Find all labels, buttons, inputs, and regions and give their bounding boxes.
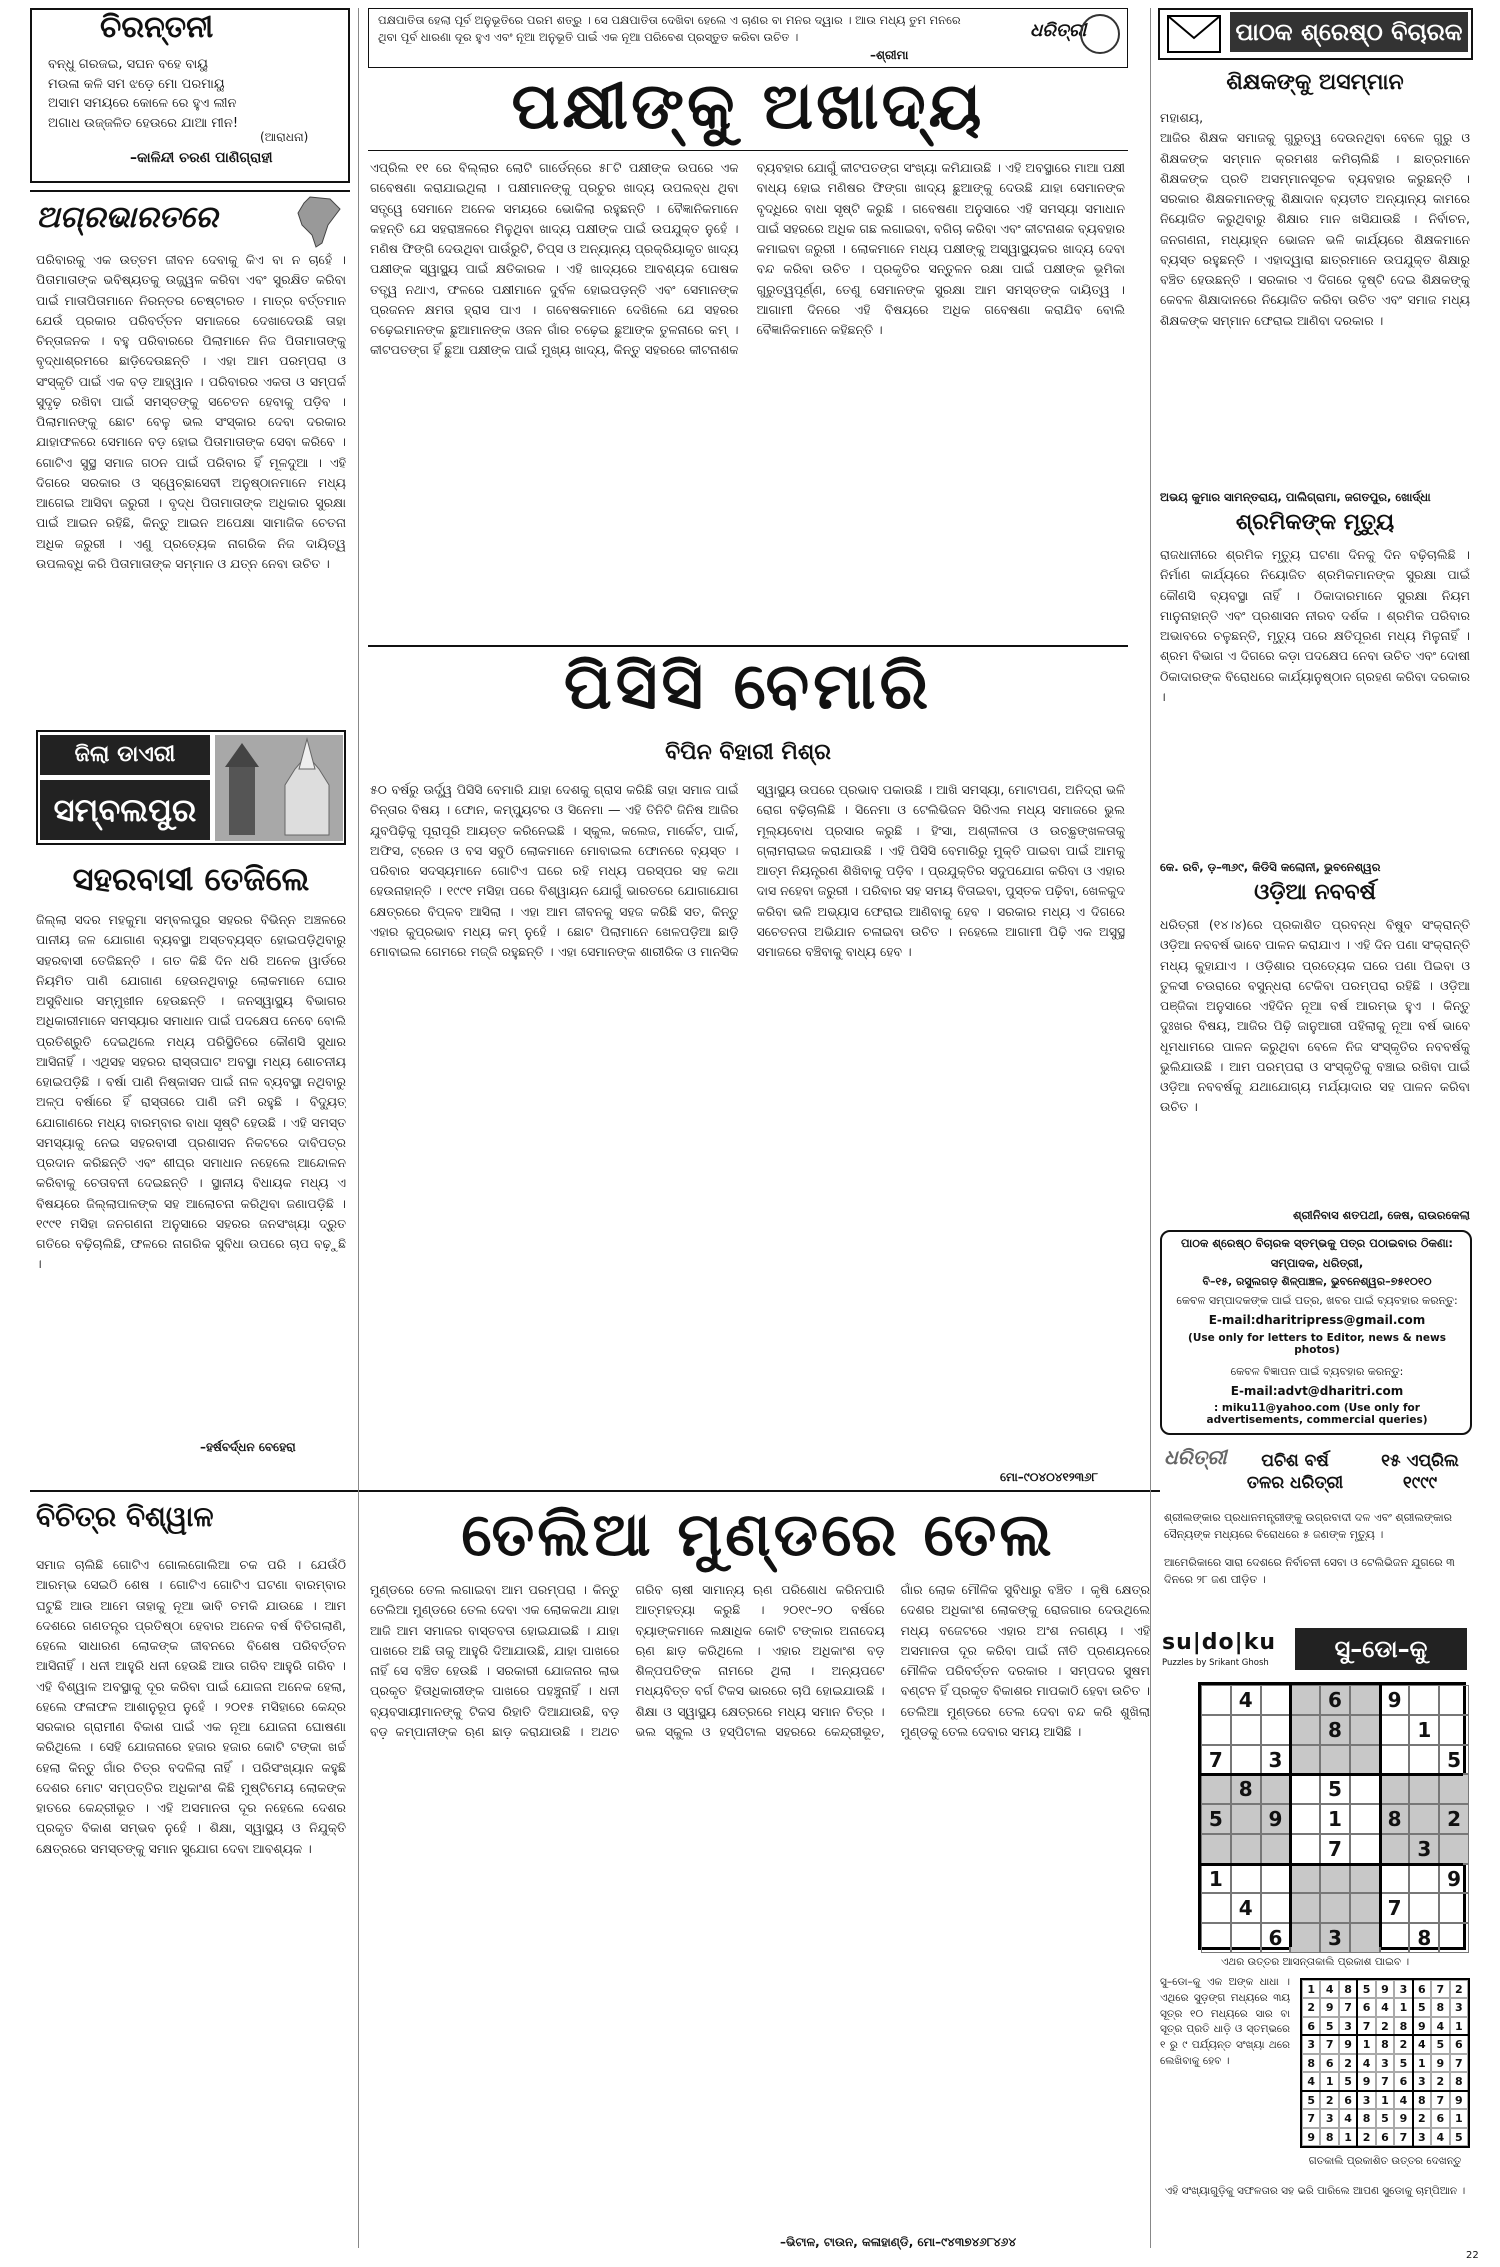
sudoku-answer-cell: 7 xyxy=(1320,2035,1338,2053)
chirantani-author: –କାଳିନ୍ଦୀ ଚରଣ ପାଣିଗ୍ରାହୀ xyxy=(130,150,273,166)
oil-headline: ତେଲିଆ ମୁଣ୍ଡରେ ତେଲ xyxy=(461,1500,1055,1570)
sudoku-cell xyxy=(1261,1685,1291,1715)
sudoku-cell xyxy=(1439,1685,1469,1715)
reader-banner-title: ପାଠକ ଶ୍ରେଷ୍ଠ ବିଚାରକ xyxy=(1230,12,1468,52)
labour-body: ରାଜଧାନୀରେ ଶ୍ରମିକ ମୃତ୍ୟୁ ଘଟଣା ଦିନକୁ ଦିନ ବଢ଼ିଚାଲିଛି । ନିର୍ମାଣ କାର୍ଯ୍ୟରେ ନିୟୋଜିତ ଶ୍ରମିକମାନଙ୍କ ସୁରକ୍ଷା ପାଇଁ କୌଣସି ବ୍ୟବସ୍ଥା ନାହିଁ । ଠିକାଦାରମାନେ ସୁରକ୍ଷା ନିୟମ ମାନୁନାହାନ୍ତି ଏବଂ ପ୍ରଶାସନ ନୀରବ ଦର୍ଶକ । ଶ୍ରମିକ ପରିବାର ଅଭାବରେ ଚଳୁଛନ୍ତି, ମୃତ୍ୟୁ ପରେ କ୍ଷତିପୂରଣ ମଧ୍ୟ ମିଳୁନାହିଁ । ଶ୍ରମ ବିଭାଗ ଏ ଦିଗରେ କଡ଼ା ପଦକ୍ଷେପ ନେବା ଉଚିତ ଏବଂ ଦୋଷୀ ଠିକାଦାରଙ୍କ ବିରୋଧରେ କାର୍ଯ୍ୟାନୁଷ୍ଠାନ ଗ୍ରହଣ କରିବା ଦରକାର । xyxy=(1160,547,1470,704)
sudoku-answer-cell: 1 xyxy=(1394,1998,1412,2016)
divider xyxy=(358,8,359,2248)
sudoku-cell: 2 xyxy=(1439,1804,1469,1834)
sudoku-cell xyxy=(1201,1834,1231,1864)
sudoku-cell xyxy=(1231,1715,1261,1745)
sudoku-cell xyxy=(1320,1864,1350,1894)
sudoku-cell xyxy=(1350,1685,1380,1715)
sudoku-cell: 8 xyxy=(1409,1923,1439,1953)
archive-item2: ଆମେରିକାରେ ସାରା ଦେଶରେ ନିର୍ବାଚନୀ ସେବା ଓ ଟେଲିଭିଜନ ଯୁଗରେ ୩ ଦିନରେ ୨୮ ଜଣ ପୀଡ଼ିତ । xyxy=(1164,1556,1455,1586)
sudoku-box-line xyxy=(1201,1863,1463,1866)
sudoku-answer-cell: 5 xyxy=(1394,2054,1412,2072)
sudoku-cell xyxy=(1320,1893,1350,1923)
sudoku-cell xyxy=(1380,1745,1410,1775)
sudoku-box-line xyxy=(1302,2090,1468,2092)
sudoku-answer-cell: 1 xyxy=(1302,1980,1320,1998)
sudoku-cell: 3 xyxy=(1320,1923,1350,1953)
sudoku-answer-cell: 6 xyxy=(1302,2017,1320,2035)
sudoku-answer-cell: 7 xyxy=(1357,2017,1375,2035)
sudoku-answer-cell: 1 xyxy=(1450,2017,1468,2035)
sudoku-answer-cell: 6 xyxy=(1339,2091,1357,2109)
archive-item1: ଶ୍ରୀଲଙ୍କାର ପ୍ରଧାନମନ୍ତ୍ରୀଙ୍କୁ ଉଗ୍ରବାଦୀ ଦଳ ଏବଂ ଶ୍ରୀଲଙ୍କାର ସୈନ୍ୟଙ୍କ ମଧ୍ୟରେ ବିରୋଧରେ ୫ ଜଣଙ୍କ ମୃତ୍ୟୁ । xyxy=(1164,1511,1453,1541)
sudoku-cell xyxy=(1439,1923,1469,1953)
sahar-body: ଜିଲ୍ଲା ସଦର ମହକୁମା ସମ୍ବଲପୁର ସହରର ବିଭିନ୍ନ ଅଞ୍ଚଳରେ ପାନୀୟ ଜଳ ଯୋଗାଣ ବ୍ୟବସ୍ଥା ଅସ୍ତବ୍ୟସ୍ତ ହୋଇପଡ଼ିଥିବାରୁ ସହରବାସୀ ତେଜିଛନ୍ତି । ଗତ କିଛି ଦିନ ଧରି ଅନେକ ୱାର୍ଡରେ ନିୟମିତ ପାଣି ଯୋଗାଣ ହେଉନଥିବାରୁ ଲୋକମାନେ ଘୋର ଅସୁବିଧାର ସମ୍ମୁଖୀନ ହେଉଛନ୍ତି । ଜନସ୍ୱାସ୍ଥ୍ୟ ବିଭାଗର ଅଧିକାରୀମାନେ ସମସ୍ୟାର ସମାଧାନ ପାଇଁ ପଦକ୍ଷେପ ନେବେ ବୋଲି ପ୍ରତିଶ୍ରୁତି ଦେଇଥିଲେ ମଧ୍ୟ ପରିସ୍ଥିତିରେ କୌଣସି ସୁଧାର ଆସିନାହିଁ । ଏଥିସହ ସହରର ରାସ୍ତାଘାଟ ଅବସ୍ଥା ମଧ୍ୟ ଶୋଚନୀୟ ହୋଇପଡ଼ିଛି । ବର୍ଷା ପାଣି ନିଷ୍କାସନ ପାଇଁ ନାଳ ବ୍ୟବସ୍ଥା ନଥିବାରୁ ଅଳ୍ପ ବର୍ଷାରେ ହିଁ ରାସ୍ତାରେ ପାଣି ଜମି ରହୁଛି । ବିଦ୍ୟୁତ୍ ଯୋଗାଣରେ ମଧ୍ୟ ବାରମ୍ବାର ବାଧା ସୃଷ୍ଟି ହେଉଛି । ଏହି ସମସ୍ତ ସମସ୍ୟାକୁ ନେଇ ସହରବାସୀ ପ୍ରଶାସନ ନିକଟରେ ଦାବିପତ୍ର ପ୍ରଦାନ କରିଛନ୍ତି ଏବଂ ଶୀଘ୍ର ସମାଧାନ ନହେଲେ ଆନ୍ଦୋଳନ କରିବାକୁ ଚେତାବନୀ ଦେଇଛନ୍ତି । ସ୍ଥାନୀୟ ବିଧାୟକ ମଧ୍ୟ ଏ ବିଷୟରେ ଜିଲ୍ଲାପାଳଙ୍କ ସହ ଆଲୋଚନା କରିଥିବା ଜଣାପଡ଼ିଛି । ୧୯୯୧ ମସିହା ଜନଗଣନା ଅନୁସାରେ ସହରର ଜନସଂଖ୍ୟା ଦ୍ରୁତ ଗତିରେ ବଢ଼ିଚାଲିଛି, ଫଳରେ ନାଗରିକ ସୁବିଧା ଉପରେ ଚାପ ବଢ଼ୁଛି । xyxy=(36,912,346,1272)
sudoku-answer-cell: 9 xyxy=(1320,1998,1338,2016)
sudoku-cell: 8 xyxy=(1231,1774,1261,1804)
sudoku-answer-cell: 1 xyxy=(1320,2072,1338,2090)
sudoku-cell xyxy=(1290,1715,1320,1745)
sudoku-cell: 8 xyxy=(1320,1715,1350,1745)
sudoku-answer-cell: 4 xyxy=(1357,2054,1375,2072)
sudoku-answer-cell: 4 xyxy=(1302,2072,1320,2090)
sudoku-answer-cell: 5 xyxy=(1339,2072,1357,2090)
envelope-icon xyxy=(1166,14,1222,58)
teacher-body: ମହାଶୟ, ଆଜିର ଶିକ୍ଷକ ସମାଜକୁ ଗୁରୁତ୍ୱ ଦେଉନଥିବା ବେଳେ ଗୁରୁ ଓ ଶିକ୍ଷକଙ୍କ ସମ୍ମାନ କ୍ରମଶଃ କମିଚାଲିଛି । ଛାତ୍ରମାନେ ଶିକ୍ଷକଙ୍କ ପ୍ରତି ଅସମ୍ମାନସୂଚକ ବ୍ୟବହାର କରୁଛନ୍ତି । ସରକାର ଶିକ୍ଷକମାନଙ୍କୁ ଶିକ୍ଷାଦାନ ବ୍ୟତୀତ ଅନ୍ୟାନ୍ୟ କାମରେ ନିୟୋଜିତ କରୁଥିବାରୁ ଶିକ୍ଷାର ମାନ ଖସିଯାଉଛି । ନିର୍ବାଚନ, ଜନଗଣନା, ମଧ୍ୟାହ୍ନ ଭୋଜନ ଭଳି କାର୍ଯ୍ୟରେ ଶିକ୍ଷକମାନେ ବ୍ୟସ୍ତ ରହୁଛନ୍ତି । ଏହାଦ୍ୱାରା ଛାତ୍ରମାନେ ଉପଯୁକ୍ତ ଶିକ୍ଷାରୁ ବଞ୍ଚିତ ହେଉଛନ୍ତି । ସରକାର ଏ ଦିଗରେ ଦୃଷ୍ଟି ଦେଇ ଶିକ୍ଷକଙ୍କୁ କେବଳ ଶିକ୍ଷାଦାନରେ ନିୟୋଜିତ କରିବା ଉଚିତ ଏବଂ ସମାଜ ମଧ୍ୟ ଶିକ୍ଷକଙ୍କ ସମ୍ମାନ ଫେରାଇ ଆଣିବା ଦରକାର । xyxy=(1160,110,1470,328)
sudoku-cell: 6 xyxy=(1320,1685,1350,1715)
sudoku-answer-cell: 5 xyxy=(1320,2017,1338,2035)
page-number: 22 xyxy=(1466,2250,1479,2261)
sudoku-answer-cell: 4 xyxy=(1431,2017,1449,2035)
sudoku-answer-cell: 9 xyxy=(1339,2035,1357,2053)
sudoku-cell xyxy=(1350,1893,1380,1923)
archive-date: ୧୫ ଏପ୍ରିଲ ୧୯୯୯ xyxy=(1381,1451,1459,1494)
sudoku-cell xyxy=(1231,1804,1261,1834)
sudoku-cell xyxy=(1350,1745,1380,1775)
sudoku-answer-cell: 9 xyxy=(1394,2109,1412,2127)
sudoku-grid xyxy=(1198,1682,1466,1950)
sudoku-answer-cell: 8 xyxy=(1413,2091,1431,2109)
sudoku-box-line xyxy=(1201,1773,1463,1776)
sudoku-answer-cell: 8 xyxy=(1376,2035,1394,2053)
sudoku-cell xyxy=(1231,1745,1261,1775)
contact-ad-note: କେବଳ ବିଜ୍ଞାପନ ପାଇଁ ବ୍ୟବହାର କରନ୍ତୁ: xyxy=(1230,1365,1404,1378)
sudoku-credit: Puzzles by Srikant Ghosh xyxy=(1162,1658,1269,1668)
sudoku-cell xyxy=(1290,1834,1320,1864)
sudoku-answer-cell: 5 xyxy=(1450,2128,1468,2146)
sudoku-cell xyxy=(1290,1685,1320,1715)
sudoku-answer-cell: 7 xyxy=(1376,2072,1394,2090)
sudoku-cell xyxy=(1261,1715,1291,1745)
sudoku-answer-cell: 6 xyxy=(1450,2035,1468,2053)
sudoku-answer-grid xyxy=(1300,1978,1470,2148)
sudoku-cell xyxy=(1380,1715,1410,1745)
sudoku-answer-cell: 3 xyxy=(1339,2017,1357,2035)
divider xyxy=(30,1490,1160,1492)
sudoku-answer-cell: 7 xyxy=(1431,1980,1449,1998)
sudoku-cell: 6 xyxy=(1261,1923,1291,1953)
sudoku-answer-cell: 1 xyxy=(1450,2109,1468,2127)
sudoku-answer-cell: 4 xyxy=(1320,1980,1338,1998)
sudoku-cell: 5 xyxy=(1320,1774,1350,1804)
sudoku-answer-cell: 7 xyxy=(1450,2054,1468,2072)
sudoku-answer-cell: 4 xyxy=(1394,2091,1412,2109)
sudoku-cell xyxy=(1201,1685,1231,1715)
sudoku-answer-cell: 5 xyxy=(1413,1998,1431,2016)
sudoku-cell xyxy=(1380,1923,1410,1953)
contact-email1-note: (Use only for letters to Editor, news & news photos) xyxy=(1188,1332,1446,1356)
contact-email1[interactable]: E-mail:dharitripress@gmail.com xyxy=(1208,1313,1426,1327)
sudoku-answer-cell: 2 xyxy=(1357,2128,1375,2146)
sudoku-cell xyxy=(1261,1834,1291,1864)
sudoku-title: ସୁ–ଡୋ–କୁ xyxy=(1295,1628,1467,1670)
newyear-title: ଓଡ଼ିଆ ନବବର୍ଷ xyxy=(1254,880,1376,905)
pcc-headline: ପିସିସି ବେମାରି xyxy=(563,650,933,724)
sudoku-answer-cell: 2 xyxy=(1320,2091,1338,2109)
sudoku-answer-cell: 6 xyxy=(1413,1980,1431,1998)
newyear-author: ଶ୍ରୀନିବାସ ଶତପଥୀ, ଜେଷ, ରାଉରକେଲା xyxy=(1293,1208,1470,1222)
sudoku-cell: 4 xyxy=(1231,1893,1261,1923)
sudoku-answer-cell: 1 xyxy=(1357,2035,1375,2053)
sudoku-answer-cell: 6 xyxy=(1376,2128,1394,2146)
sudoku-answer-cell: 1 xyxy=(1413,2054,1431,2072)
sudoku-answer-cell: 7 xyxy=(1431,2091,1449,2109)
sudoku-box-line xyxy=(1379,1685,1382,1947)
sudoku-answer-cell: 6 xyxy=(1394,2072,1412,2090)
sudoku-answer-cell: 5 xyxy=(1431,2035,1449,2053)
archive-years: ପଚିଶ ବର୍ଷ ତଳର ଧରିତ୍ରୀ xyxy=(1246,1451,1344,1494)
sudoku-cell xyxy=(1290,1864,1320,1894)
sudoku-answer-cell: 8 xyxy=(1394,2017,1412,2035)
sudoku-cell: 1 xyxy=(1409,1715,1439,1745)
sudoku-answer-cell: 6 xyxy=(1320,2054,1338,2072)
sudoku-cell xyxy=(1261,1893,1291,1923)
divider xyxy=(368,645,1128,647)
sudoku-cell xyxy=(1409,1804,1439,1834)
sudoku-cell: 7 xyxy=(1380,1893,1410,1923)
sudoku-cell xyxy=(1350,1715,1380,1745)
newyear-body: ଧରିତ୍ରୀ (୧୪।୪)ରେ ପ୍ରକାଶିତ ପ୍ରବନ୍ଧ ବିଷୁବ ସଂକ୍ରାନ୍ତି ଓଡ଼ିଆ ନବବର୍ଷ ଭାବେ ପାଳନ କରାଯାଏ । ଏହି ଦିନ ପଣା ସଂକ୍ରାନ୍ତି ମଧ୍ୟ କୁହାଯାଏ । ଓଡ଼ିଶାର ପ୍ରତ୍ୟେକ ଘରେ ପଣା ପିଇବା ଓ ତୁଳସୀ ଚଉରାରେ ବସୁନ୍ଧରା ଟେକିବା ପରମ୍ପରା ରହିଛି । ଓଡ଼ିଆ ପଞ୍ଜିକା ଅନୁସାରେ ଏହିଦିନ ନୂଆ ବର୍ଷ ଆରମ୍ଭ ହୁଏ । କିନ୍ତୁ ଦୁଃଖର ବିଷୟ, ଆଜିର ପିଢ଼ି ଜାନୁଆରୀ ପହିଲାକୁ ନୂଆ ବର୍ଷ ଭାବେ ଧୂମଧାମରେ ପାଳନ କରୁଥିବା ବେଳେ ନିଜ ସଂସ୍କୃତିର ନବବର୍ଷକୁ ଭୁଲିଯାଉଛି । ଆମ ପରମ୍ପରା ଓ ସଂସ୍କୃତିକୁ ବଞ୍ଚାଇ ରଖିବା ପାଇଁ ଓଡ଼ିଆ ନବବର୍ଷକୁ ଯଥାଯୋଗ୍ୟ ମର୍ଯ୍ୟାଦାର ସହ ପାଳନ କରିବା ଉଚିତ । xyxy=(1160,917,1470,1115)
sudoku-answer-cell: 6 xyxy=(1357,1998,1375,2016)
sudoku-cell xyxy=(1290,1804,1320,1834)
sudoku-cell xyxy=(1320,1745,1350,1775)
sudoku-cell: 1 xyxy=(1201,1864,1231,1894)
sudoku-answer-cell: 6 xyxy=(1431,2109,1449,2127)
sudoku-cell xyxy=(1439,1774,1469,1804)
sudoku-cell: 4 xyxy=(1231,1685,1261,1715)
sudoku-cell xyxy=(1439,1893,1469,1923)
labour-title: ଶ୍ରମିକଙ୍କ ମୃତ୍ୟୁ xyxy=(1235,510,1395,535)
sudoku-answer-cell: 2 xyxy=(1302,1998,1320,2016)
chirantani-title: ଚିରନ୍ତନୀ xyxy=(100,10,214,45)
sudoku-cell: 9 xyxy=(1261,1804,1291,1834)
sudoku-cell xyxy=(1201,1715,1231,1745)
archive-logo: ଧରିତ୍ରୀ xyxy=(1164,1445,1227,1469)
sudoku-cell xyxy=(1350,1923,1380,1953)
sudoku-answer-cell: 8 xyxy=(1302,2054,1320,2072)
sudoku-answer-cell: 3 xyxy=(1450,1998,1468,2016)
sudoku-answer-cell: 4 xyxy=(1413,2035,1431,2053)
sudoku-answer-cell: 5 xyxy=(1357,1980,1375,1998)
quote-author: –ଶ୍ରୀମା xyxy=(870,48,909,62)
sudoku-answer-cell: 8 xyxy=(1431,1998,1449,2016)
sahar-author: –ହର୍ଷବର୍ଦ୍ଧନ ବେହେରା xyxy=(200,1440,296,1454)
masthead-logo: ଧରିତ୍ରୀ xyxy=(1030,20,1087,41)
district-label: ଜିଲା ଡାଏରୀ xyxy=(40,735,210,775)
district-name: ସମ୍ବଲପୁର xyxy=(40,780,210,840)
sudoku-cell: 5 xyxy=(1201,1804,1231,1834)
sudoku-rules: ସୁ–ଡୋ–କୁ ଏକ ଅଙ୍କ ଧାଧା । ଏଥିରେ ସୁଡ଼ଙ୍ଗ ମଧ୍ୟରେ ୩ୟ ସୂତ୍ର ୧୦ ମଧ୍ୟରେ ସାର ବା ସୂତ୍ର ପ୍ରତି ଧାଡ଼ି ଓ ସ୍ତମ୍ଭରେ ୧ ରୁ ୯ ପର୍ଯ୍ୟନ୍ତ ସଂଖ୍ୟା ଥରେ ଲେଖିବାକୁ ହେବ । xyxy=(1160,1976,1290,2067)
sudoku-answer-cell: 2 xyxy=(1431,2072,1449,2090)
sudoku-answer-cell: 3 xyxy=(1413,2128,1431,2146)
divider xyxy=(30,190,350,192)
sudoku-cell xyxy=(1350,1804,1380,1834)
sudoku-answer-cell: 1 xyxy=(1339,2128,1357,2146)
sudoku-brand: su|do|ku xyxy=(1162,1630,1276,1655)
contact-note: କେବଳ ସମ୍ପାଦକଙ୍କ ପାଇଁ ପତ୍ର, ଖବର ପାଇଁ ବ୍ୟବହାର କରନ୍ତୁ: xyxy=(1176,1294,1458,1307)
divider xyxy=(368,150,1128,151)
sudoku-cell xyxy=(1290,1923,1320,1953)
sudoku-cell xyxy=(1409,1685,1439,1715)
sudoku-cell xyxy=(1231,1834,1261,1864)
sudoku-footer: ଏହି ସଂଖ୍ୟାଗୁଡ଼ିକୁ ସଫଳତାର ସହ ଭରି ପାରିଲେ ଆପଣ ସୁଡୋକୁ ଚାମ୍ପିଆନ । xyxy=(1164,2185,1466,2197)
sudoku-cell: 1 xyxy=(1320,1804,1350,1834)
sudoku-answer-cell: 9 xyxy=(1431,2054,1449,2072)
sudoku-cell xyxy=(1409,1774,1439,1804)
sudoku-answer-cell: 5 xyxy=(1302,2091,1320,2109)
sudoku-answer-cell: 3 xyxy=(1320,2109,1338,2127)
sudoku-box-line xyxy=(1356,1980,1358,2146)
pcc-author: ବିପିନ ବିହାରୀ ମିଶ୍ର xyxy=(665,740,831,765)
sudoku-cell xyxy=(1231,1923,1261,1953)
contact-addr1: ସମ୍ପାଦକ, ଧରିତ୍ରୀ, xyxy=(1270,1256,1364,1270)
sudoku-answer-cell: 4 xyxy=(1431,2128,1449,2146)
sudoku-box-line xyxy=(1412,1980,1414,2146)
sudoku-cell: 8 xyxy=(1380,1804,1410,1834)
sudoku-answer-cell: 2 xyxy=(1450,1980,1468,1998)
sudoku-answer-cell: 3 xyxy=(1302,2035,1320,2053)
pcc-contact: ମୋ–୯୦୪୦୪୧୨୩୬୮ xyxy=(1000,1470,1098,1484)
sudoku-answer-cell: 7 xyxy=(1302,2109,1320,2127)
sudoku-cell: 7 xyxy=(1320,1834,1350,1864)
agrabharat-title: ଅଗ୍ରଭାରତରେ xyxy=(36,200,218,235)
sudoku-cell xyxy=(1439,1715,1469,1745)
sudoku-cell xyxy=(1290,1893,1320,1923)
teacher-author: ଅଭୟ କୁମାର ସାମନ୍ତରାୟ, ପାଲିଗ୍ରାମା, ଜଗତପୁର, ଖୋର୍ଦ୍ଧା xyxy=(1160,490,1431,504)
sudoku-cell: 9 xyxy=(1380,1685,1410,1715)
teacher-title: ଶିକ୍ଷକଙ୍କୁ ଅସମ୍ମାନ xyxy=(1226,70,1404,95)
sudoku-answer-cell: 7 xyxy=(1394,2128,1412,2146)
main-headline: ପକ୍ଷୀଙ୍କୁ ଅଖାଦ୍ୟ xyxy=(511,70,985,144)
sudoku-cell xyxy=(1409,1893,1439,1923)
sudoku-answer-cell: 8 xyxy=(1450,2072,1468,2090)
sudoku-cell xyxy=(1290,1745,1320,1775)
sudoku-answer-cell: 2 xyxy=(1376,2017,1394,2035)
sudoku-cell xyxy=(1201,1774,1231,1804)
sudoku-cell: 9 xyxy=(1439,1864,1469,1894)
sudoku-answer-cell: 3 xyxy=(1413,2072,1431,2090)
sudoku-note: ଏଥର ଉତ୍ତର ଆସନ୍ତାକାଲି ପ୍ରକାଶ ପାଇବ । xyxy=(1220,1956,1410,1968)
sudoku-cell xyxy=(1290,1774,1320,1804)
sudoku-cell xyxy=(1231,1864,1261,1894)
sudoku-box-line xyxy=(1289,1685,1292,1947)
sudoku-cell xyxy=(1350,1834,1380,1864)
india-map-icon xyxy=(290,195,350,254)
sudoku-box-line xyxy=(1302,2034,1468,2036)
sudoku-answer-cell: 1 xyxy=(1376,2091,1394,2109)
sudoku-answer-cell: 7 xyxy=(1339,1998,1357,2016)
contact-title: ପାଠକ ଶ୍ରେଷ୍ଠ ବିଚାରକ ସ୍ତମ୍ଭକୁ ପତ୍ର ପଠାଇବାର ଠିକଣା: xyxy=(1181,1236,1453,1250)
sudoku-cell: 5 xyxy=(1439,1745,1469,1775)
pcc-body: ୫୦ ବର୍ଷରୁ ଊର୍ଦ୍ଧ୍ୱ ପିସିସି ବେମାରି ଯାହା ଦେଶକୁ ଗ୍ରାସ କରିଛି ତାହା ସମାଜ ପାଇଁ ଚିନ୍ତାର ବିଷୟ । ଫୋନ, କମ୍ପ୍ୟୁଟର ଓ ସିନେମା — ଏହି ତିନିଟି ଜିନିଷ ଆଜିର ଯୁବପିଢ଼ିକୁ ପୂରାପୂରି ଆୟତ୍ତ କରିନେଇଛି । ସ୍କୁଲ, କଲେଜ, ମାର୍କେଟ, ପାର୍କ, ଅଫିସ, ଟ୍ରେନ ଓ ବସ ସବୁଠି ଲୋକମାନେ ମୋବାଇଲ ଫୋନରେ ବ୍ୟସ୍ତ । ପରିବାର ସଦସ୍ୟମାନେ ଗୋଟିଏ ଘରେ ରହି ମଧ୍ୟ ପରସ୍ପର ସହ କଥା ହେଉନାହାନ୍ତି । ୧୯୯୧ ମସିହା ପରେ ବିଶ୍ୱାୟନ ଯୋଗୁଁ ଭାରତରେ ଯୋଗାଯୋଗ କ୍ଷେତ୍ରରେ ବିପ୍ଳବ ଆସିଲା । ଏହା ଆମ ଜୀବନକୁ ସହଜ କରିଛି ସତ, କିନ୍ତୁ ଏହାର କୁପ୍ରଭାବ ମଧ୍ୟ କମ୍ ନୁହେଁ । ଛୋଟ ପିଲାମାନେ ଖେଳପଡ଼ିଆ ଛାଡ଼ି ମୋବାଇଲ ଗେମରେ ମଜ୍ଜି ରହୁଛନ୍ତି । ଏହା ସେମାନଙ୍କ ଶାରୀରିକ ଓ ମାନସିକ ସ୍ୱାସ୍ଥ୍ୟ ଉପରେ ପ୍ରଭାବ ପକାଉଛି । ଆଖି ସମସ୍ୟା, ମୋଟାପଣ, ଅନିଦ୍ରା ଭଳି ରୋଗ ବଢ଼ିଚାଲିଛି । ସିନେମା ଓ ଟେଲିଭିଜନ ସିରିଏଲ ମଧ୍ୟ ସମାଜରେ ଭୁଲ ମୂଲ୍ୟବୋଧ ପ୍ରସାର କରୁଛି । ହିଂସା, ଅଶ୍ଳୀଳତା ଓ ଉଚ୍ଛୃଙ୍ଖଳତାକୁ ଗ୍ଲାମରାଇଜ କରାଯାଉଛି । ଏହି ପିସିସି ବେମାରିରୁ ମୁକ୍ତି ପାଇବା ପାଇଁ ଆମକୁ ଆତ୍ମ ନିୟନ୍ତ୍ରଣ ଶିଖିବାକୁ ପଡ଼ିବ । ପ୍ରଯୁକ୍ତିର ସଦୁପଯୋଗ କରିବା ଓ ଏହାର ଦାସ ନହେବା ଜରୁରୀ । ପରିବାର ସହ ସମୟ ବିତାଇବା, ପୁସ୍ତକ ପଢ଼ିବା, ଖେଳକୁଦ କରିବା ଭଳି ଅଭ୍ୟାସ ଫେରାଇ ଆଣିବାକୁ ହେବ । ସରକାର ମଧ୍ୟ ଏ ଦିଗରେ ସଚେତନତା ଅଭିଯାନ ଚଳାଇବା ଉଚିତ । ନହେଲେ ଆଗାମୀ ପିଢ଼ି ଏକ ଅସୁସ୍ଥ ସମାଜରେ ବଞ୍ଚିବାକୁ ବାଧ୍ୟ ହେବ । xyxy=(370,782,1125,959)
sudoku-answer-cell: 9 xyxy=(1302,2128,1320,2146)
sudoku-cell xyxy=(1201,1893,1231,1923)
sudoku-answer-cell: 9 xyxy=(1357,2072,1375,2090)
masthead-emblem-icon xyxy=(1080,14,1120,54)
sudoku-answer-cell: 3 xyxy=(1376,2054,1394,2072)
contact-addr2: ବି–୧୫, ରସୁଲଗଡ଼ ଶିଳ୍ପାଞ୍ଚଳ, ଭୁବନେଶ୍ୱର–୭୫୧୦୧୦ xyxy=(1202,1275,1432,1288)
contact-email3[interactable]: : miku11@yahoo.com (Use only for advertisements, commercial queries) xyxy=(1206,1402,1428,1426)
sudoku-cell: 7 xyxy=(1201,1745,1231,1775)
oil-body: ମୁଣ୍ଡରେ ତେଲ ଲଗାଇବା ଆମ ପରମ୍ପରା । କିନ୍ତୁ ତେଲିଆ ମୁଣ୍ଡରେ ତେଲ ଦେବା ଏକ ଲୋକକଥା ଯାହା ଆଜି ଆମ ସମାଜର ବାସ୍ତବତା ହୋଇଯାଇଛି । ଯାହା ପାଖରେ ଅଛି ତାକୁ ଆହୁରି ଦିଆଯାଉଛି, ଯାହା ପାଖରେ ନାହିଁ ସେ ବଞ୍ଚିତ ହେଉଛି । ସରକାରୀ ଯୋଜନାର ଲାଭ ପ୍ରକୃତ ହିତାଧିକାରୀଙ୍କ ପାଖରେ ପହଞ୍ଚୁନାହିଁ । ଧନୀ ବ୍ୟବସାୟୀମାନଙ୍କୁ ଟିକସ ରିହାତି ଦିଆଯାଉଛି, ବଡ଼ ବଡ଼ କମ୍ପାନୀଙ୍କ ଋଣ ଛାଡ଼ କରାଯାଉଛି । ଅଥଚ ଗରିବ ଚାଷୀ ସାମାନ୍ୟ ଋଣ ପରିଶୋଧ କରିନପାରି ଆତ୍ମହତ୍ୟା କରୁଛି । ୨୦୧୯–୨୦ ବର୍ଷରେ ବ୍ୟାଙ୍କମାନେ ଲକ୍ଷାଧିକ କୋଟି ଟଙ୍କାର ଅନାଦେୟ ଋଣ ଛାଡ଼ କରିଥିଲେ । ଏହାର ଅଧିକାଂଶ ବଡ଼ ଶିଳ୍ପପତିଙ୍କ ନାମରେ ଥିଲା । ଅନ୍ୟପଟେ ମଧ୍ୟବିତ୍ତ ବର୍ଗ ଟିକସ ଭାରରେ ଚାପି ହୋଇଯାଉଛି । ଶିକ୍ଷା ଓ ସ୍ୱାସ୍ଥ୍ୟ କ୍ଷେତ୍ରରେ ମଧ୍ୟ ସମାନ ଚିତ୍ର । ଭଲ ସ୍କୁଲ ଓ ହସ୍ପିଟାଲ ସହରରେ କେନ୍ଦ୍ରୀଭୂତ, ଗାଁର ଲୋକ ମୌଳିକ ସୁବିଧାରୁ ବଞ୍ଚିତ । କୃଷି କ୍ଷେତ୍ର ଦେଶର ଅଧିକାଂଶ ଲୋକଙ୍କୁ ରୋଜଗାର ଦେଉଥିଲେ ମଧ୍ୟ ବଜେଟରେ ଏହାର ଅଂଶ ନଗଣ୍ୟ । ଏହି ଅସମାନତା ଦୂର କରିବା ପାଇଁ ନୀତି ପ୍ରଣୟନରେ ମୌଳିକ ପରିବର୍ତ୍ତନ ଦରକାର । ସମ୍ପଦର ସୁଷମ ବଣ୍ଟନ ହିଁ ପ୍ରକୃତ ବିକାଶର ମାପକାଠି ହେବା ଉଚିତ । ତେଲିଆ ମୁଣ୍ଡରେ ତେଲ ଦେବା ବନ୍ଦ କରି ଶୁଖିଲା ମୁଣ୍ଡକୁ ତେଲ ଦେବାର ସମୟ ଆସିଛି । xyxy=(370,1582,1150,1739)
sudoku-answer-caption: ଗତକାଲି ପ୍ରକାଶିତ ଉତ୍ତର ଦେଖନ୍ତୁ xyxy=(1308,2155,1462,2167)
sudoku-answer-cell: 3 xyxy=(1357,2091,1375,2109)
sudoku-answer-cell: 4 xyxy=(1376,1998,1394,2016)
sudoku-cell xyxy=(1380,1774,1410,1804)
sudoku-answer-cell: 2 xyxy=(1413,2109,1431,2127)
vichitra-body: ସମାଜ ଚାଲିଛି ଗୋଟିଏ ଗୋଲଗୋଲିଆ ଚକ ପରି । ଯେଉଁଠି ଆରମ୍ଭ ସେଇଠି ଶେଷ । ଗୋଟିଏ ଗୋଟିଏ ଘଟଣା ବାରମ୍ବାର ଘଟୁଛି ଆଉ ଆମେ ତାହାକୁ ନୂଆ ଭାବି ଚମକି ଯାଉଛେ । ଆମ ଦେଶରେ ଗଣତନ୍ତ୍ର ପ୍ରତିଷ୍ଠା ହେବାର ଅନେକ ବର୍ଷ ବିତିଗଲାଣି, ହେଲେ ସାଧାରଣ ଲୋକଙ୍କ ଜୀବନରେ ବିଶେଷ ପରିବର୍ତ୍ତନ ଆସିନାହିଁ । ଧନୀ ଆହୁରି ଧନୀ ହେଉଛି ଆଉ ଗରିବ ଆହୁରି ଗରିବ । ଏହି ବିଶ୍ୱାଳ ଅବସ୍ଥାକୁ ଦୂର କରିବା ପାଇଁ ଯୋଜନା ଅନେକ ହେଲା, ହେଲେ ଫଳାଫଳ ଆଶାନୁରୂପ ନୁହେଁ । ୨୦୧୫ ମସିହାରେ କେନ୍ଦ୍ର ସରକାର ଗ୍ରାମୀଣ ବିକାଶ ପାଇଁ ଏକ ନୂଆ ଯୋଜନା ଘୋଷଣା କରିଥିଲେ । ସେହି ଯୋଜନାରେ ହଜାର ହଜାର କୋଟି ଟଙ୍କା ଖର୍ଚ୍ଚ ହେଲା କିନ୍ତୁ ଗାଁର ଚିତ୍ର ବଦଳିଲା ନାହିଁ । ପରିସଂଖ୍ୟାନ କହୁଛି ଦେଶର ମୋଟ ସମ୍ପତ୍ତିର ଅଧିକାଂଶ କିଛି ମୁଷ୍ଟିମେୟ ଲୋକଙ୍କ ହାତରେ କେନ୍ଦ୍ରୀଭୂତ । ଏହି ଅସମାନତା ଦୂର ନହେଲେ ଦେଶର ପ୍ରକୃତ ବିକାଶ ସମ୍ଭବ ନୁହେଁ । ଶିକ୍ଷା, ସ୍ୱାସ୍ଥ୍ୟ ଓ ନିଯୁକ୍ତି କ୍ଷେତ୍ରରେ ସମସ୍ତଙ୍କୁ ସମାନ ସୁଯୋଗ ଦେବା ଆବଶ୍ୟକ । xyxy=(36,1557,346,1856)
sudoku-answer-cell: 8 xyxy=(1357,2109,1375,2127)
agrabharat-body: ପରିବାରକୁ ଏକ ଉତ୍ତମ ଜୀବନ ଦେବାକୁ କିଏ ବା ନ ଚାହେଁ । ପିତାମାତାଙ୍କ ଭବିଷ୍ୟତକୁ ଉଜ୍ଜ୍ୱଳ କରିବା ଏବଂ ସୁରକ୍ଷିତ କରିବା ପାଇଁ ମାତାପିତାମାନେ ନିରନ୍ତର ଚେଷ୍ଟାରତ । ମାତ୍ର ବର୍ତ୍ତମାନ ଯେଉଁ ପ୍ରକାର ପରିବର୍ତ୍ତନ ସମାଜରେ ଦେଖାଦେଉଛି ତାହା ଚିନ୍ତାଜନକ । ବହୁ ପରିବାରରେ ପିଲାମାନେ ନିଜ ପିତାମାତାଙ୍କୁ ବୃଦ୍ଧାଶ୍ରମରେ ଛାଡ଼ିଦେଉଛନ୍ତି । ଏହା ଆମ ପରମ୍ପରା ଓ ସଂସ୍କୃତି ପାଇଁ ଏକ ବଡ଼ ଆହ୍ୱାନ । ପରିବାରର ଏକତା ଓ ସମ୍ପର୍କ ସୁଦୃଢ଼ ରଖିବା ପାଇଁ ସମସ୍ତଙ୍କୁ ସଚେତନ ହେବାକୁ ପଡ଼ିବ । ପିଲାମାନଙ୍କୁ ଛୋଟ ବେଳୁ ଭଲ ସଂସ୍କାର ଦେବା ଦରକାର ଯାହାଫଳରେ ସେମାନେ ବଡ଼ ହୋଇ ପିତାମାତାଙ୍କ ସେବା କରିବେ । ଗୋଟିଏ ସୁସ୍ଥ ସମାଜ ଗଠନ ପାଇଁ ପରିବାର ହିଁ ମୂଳଦୁଆ । ଏହି ଦିଗରେ ସରକାର ଓ ସ୍ୱେଚ୍ଛାସେବୀ ଅନୁଷ୍ଠାନମାନେ ମଧ୍ୟ ଆଗେଇ ଆସିବା ଜରୁରୀ । ବୃଦ୍ଧ ପିତାମାତାଙ୍କ ଅଧିକାର ସୁରକ୍ଷା ପାଇଁ ଆଇନ ରହିଛି, କିନ୍ତୁ ଆଇନ ଅପେକ୍ଷା ସାମାଜିକ ଚେତନା ଅଧିକ ଜରୁରୀ । ଏଣୁ ପ୍ରତ୍ୟେକ ନାଗରିକ ନିଜ ଦାୟିତ୍ୱ ଉପଲବ୍ଧି କରି ପିତାମାତାଙ୍କ ସମ୍ମାନ ଓ ଯତ୍ନ ନେବା ଉଚିତ । xyxy=(36,252,346,571)
sudoku-cell: 3 xyxy=(1261,1745,1291,1775)
sudoku-answer-cell: 2 xyxy=(1339,2054,1357,2072)
temple-image xyxy=(215,735,343,841)
sudoku-answer-cell: 8 xyxy=(1339,1980,1357,1998)
labour-author: କେ. ରବି, ଡ଼–୩୬୯, କିଡିସି କଲୋନୀ, ଭୁବନେଶ୍ୱର xyxy=(1160,860,1381,874)
main-article-body: ଏପ୍ରିଲ ୧୧ ରେ ବିଲ୍ଲାର ଲୋଟି ଗାର୍ଡେନ୍‌ରେ ୫୮ଟି ପକ୍ଷୀଙ୍କ ଉପରେ ଏକ ଗବେଷଣା କରାଯାଇଥିଲା । ପକ୍ଷୀମାନଙ୍କୁ ପ୍ରଚୁର ଖାଦ୍ୟ ଉପଲବ୍ଧ ଥିବା ସତ୍ତ୍ୱେ ସେମାନେ ଅନେକ ସମୟରେ ଭୋକିଲା ରହୁଛନ୍ତି । ବୈଜ୍ଞାନିକମାନେ କହନ୍ତି ଯେ ସହରାଞ୍ଚଳରେ ମିଳୁଥିବା ଖାଦ୍ୟ ପକ୍ଷୀଙ୍କ ପାଇଁ ଉପଯୁକ୍ତ ନୁହେଁ । ମଣିଷ ଫିଙ୍ଗି ଦେଉଥିବା ପାଉଁରୁଟି, ଚିପ୍ସ ଓ ଅନ୍ୟାନ୍ୟ ପ୍ରକ୍ରିୟାକୃତ ଖାଦ୍ୟ ପକ୍ଷୀଙ୍କ ସ୍ୱାସ୍ଥ୍ୟ ପାଇଁ କ୍ଷତିକାରକ । ଏହି ଖାଦ୍ୟରେ ଆବଶ୍ୟକ ପୋଷକ ତତ୍ତ୍ୱ ନଥାଏ, ଫଳରେ ପକ୍ଷୀମାନେ ଦୁର୍ବଳ ହୋଇପଡ଼ନ୍ତି ଏବଂ ସେମାନଙ୍କ ପ୍ରଜନନ କ୍ଷମତା ହ୍ରାସ ପାଏ । ଗବେଷକମାନେ ଦେଖିଲେ ଯେ ସହରର ଚଢ଼େଇମାନଙ୍କ ଛୁଆମାନଙ୍କ ଓଜନ ଗାଁର ଚଢ଼େଇ ଛୁଆଙ୍କ ତୁଳନାରେ କମ୍ । କୀଟପତଙ୍ଗ ହିଁ ଛୁଆ ପକ୍ଷୀଙ୍କ ପାଇଁ ମୁଖ୍ୟ ଖାଦ୍ୟ, କିନ୍ତୁ ସହରରେ କୀଟନାଶକ ବ୍ୟବହାର ଯୋଗୁଁ କୀଟପତଙ୍ଗ ସଂଖ୍ୟା କମିଯାଉଛି । ଏହି ଅବସ୍ଥାରେ ମାଆ ପକ୍ଷୀ ବାଧ୍ୟ ହୋଇ ମଣିଷର ଫିଙ୍ଗା ଖାଦ୍ୟ ଛୁଆଙ୍କୁ ଦେଉଛି ଯାହା ସେମାନଙ୍କ ବୃଦ୍ଧିରେ ବାଧା ସୃଷ୍ଟି କରୁଛି । ଗବେଷଣା ଅନୁସାରେ ଏହି ସମସ୍ୟା ସମାଧାନ ପାଇଁ ସହରରେ ଅଧିକ ଗଛ ଲଗାଇବା, ବଗିଚା କରିବା ଏବଂ କୀଟନାଶକ ବ୍ୟବହାର କମାଇବା ଜରୁରୀ । ଲୋକମାନେ ମଧ୍ୟ ପକ୍ଷୀଙ୍କୁ ଅସ୍ୱାସ୍ଥ୍ୟକର ଖାଦ୍ୟ ଦେବା ବନ୍ଦ କରିବା ଉଚିତ । ପ୍ରକୃତିର ସନ୍ତୁଳନ ରକ୍ଷା ପାଇଁ ପକ୍ଷୀଙ୍କ ଭୂମିକା ଗୁରୁତ୍ୱପୂର୍ଣ୍ଣ, ତେଣୁ ସେମାନଙ୍କ ସୁରକ୍ଷା ଆମ ସମସ୍ତଙ୍କ ଦାୟିତ୍ୱ । ଆଗାମୀ ଦିନରେ ଏହି ବିଷୟରେ ଅଧିକ ଗବେଷଣା କରାଯିବ ବୋଲି ବୈଜ୍ଞାନିକମାନେ କହିଛନ୍ତି । xyxy=(370,160,1125,358)
oil-author: –ଭିଟାଳ, ଟାଉନ, କଳାହାଣ୍ଡି, ମୋ–୯୪୩୭୪୬୮୪୬୪ xyxy=(780,2235,1017,2249)
sudoku-cell: 3 xyxy=(1409,1834,1439,1864)
sudoku-answer-cell: 9 xyxy=(1450,2091,1468,2109)
sudoku-cell xyxy=(1201,1923,1231,1953)
sudoku-answer-cell: 3 xyxy=(1394,1980,1412,1998)
contact-email2[interactable]: E-mail:advt@dharitri.com xyxy=(1230,1384,1404,1398)
sudoku-answer-cell: 4 xyxy=(1339,2109,1357,2127)
sudoku-answer-cell: 9 xyxy=(1376,1980,1394,1998)
sudoku-cell xyxy=(1439,1834,1469,1864)
sudoku-cell xyxy=(1380,1834,1410,1864)
sudoku-cell xyxy=(1380,1864,1410,1894)
sudoku-cell xyxy=(1350,1864,1380,1894)
quote-text: ପକ୍ଷପାତିତା ହେଲା ପୂର୍ବ ଅନୁଭୂତିରେ ପରମ ଶତ୍ରୁ । ସେ ପକ୍ଷପାତିତା ଦେଖିବା ହେଲେ ଏ ଚାଣର ବା ମନର ଦ୍ୱାର । ଆଉ ମଧ୍ୟ ତୁମ ମନରେ ଥିବା ପୂର୍ବ ଧାରଣା ଦୂର ହୁଏ ଏବଂ ନୂଆ ଅନୁଭୂତି ପାଇଁ ଏକ ନୂଆ ପରିବେଶ ପ୍ରସ୍ତୁତ କରିବା ଉଚିତ । xyxy=(378,13,961,44)
sudoku-answer-cell: 5 xyxy=(1376,2109,1394,2127)
sudoku-cell xyxy=(1409,1745,1439,1775)
sudoku-answer-cell: 2 xyxy=(1394,2035,1412,2053)
sudoku-cell xyxy=(1261,1774,1291,1804)
sahar-title: ସହରବାସୀ ତେଜିଲେ xyxy=(72,860,310,898)
sudoku-cell xyxy=(1261,1864,1291,1894)
sudoku-cell xyxy=(1350,1774,1380,1804)
sudoku-cell xyxy=(1409,1864,1439,1894)
divider xyxy=(1150,8,1151,2248)
chirantani-source: (ଆରାଧନା) xyxy=(260,130,309,144)
sudoku-answer-cell: 9 xyxy=(1413,2017,1431,2035)
vichitra-title: ବିଚିତ୍ର ବିଶ୍ୱାଳ xyxy=(36,1500,214,1533)
chirantani-poem: ବନ୍ଧୁ ଗରଜଇ, ସଘନ ବହେ ବାୟୁ ମଉଳା କଳି ସମ ଝଡ଼େ ମୋ ପରମାୟୁ ଅସାମ ସମୟରେ କୋଳେ ରେ ହୁଏ ଲୀନ ଅଗାଧ ଉଜ୍ଜଳିତ ହେଉରେ ଯାଆ ମୀନ! xyxy=(48,57,239,131)
sudoku-answer-cell: 8 xyxy=(1320,2128,1338,2146)
